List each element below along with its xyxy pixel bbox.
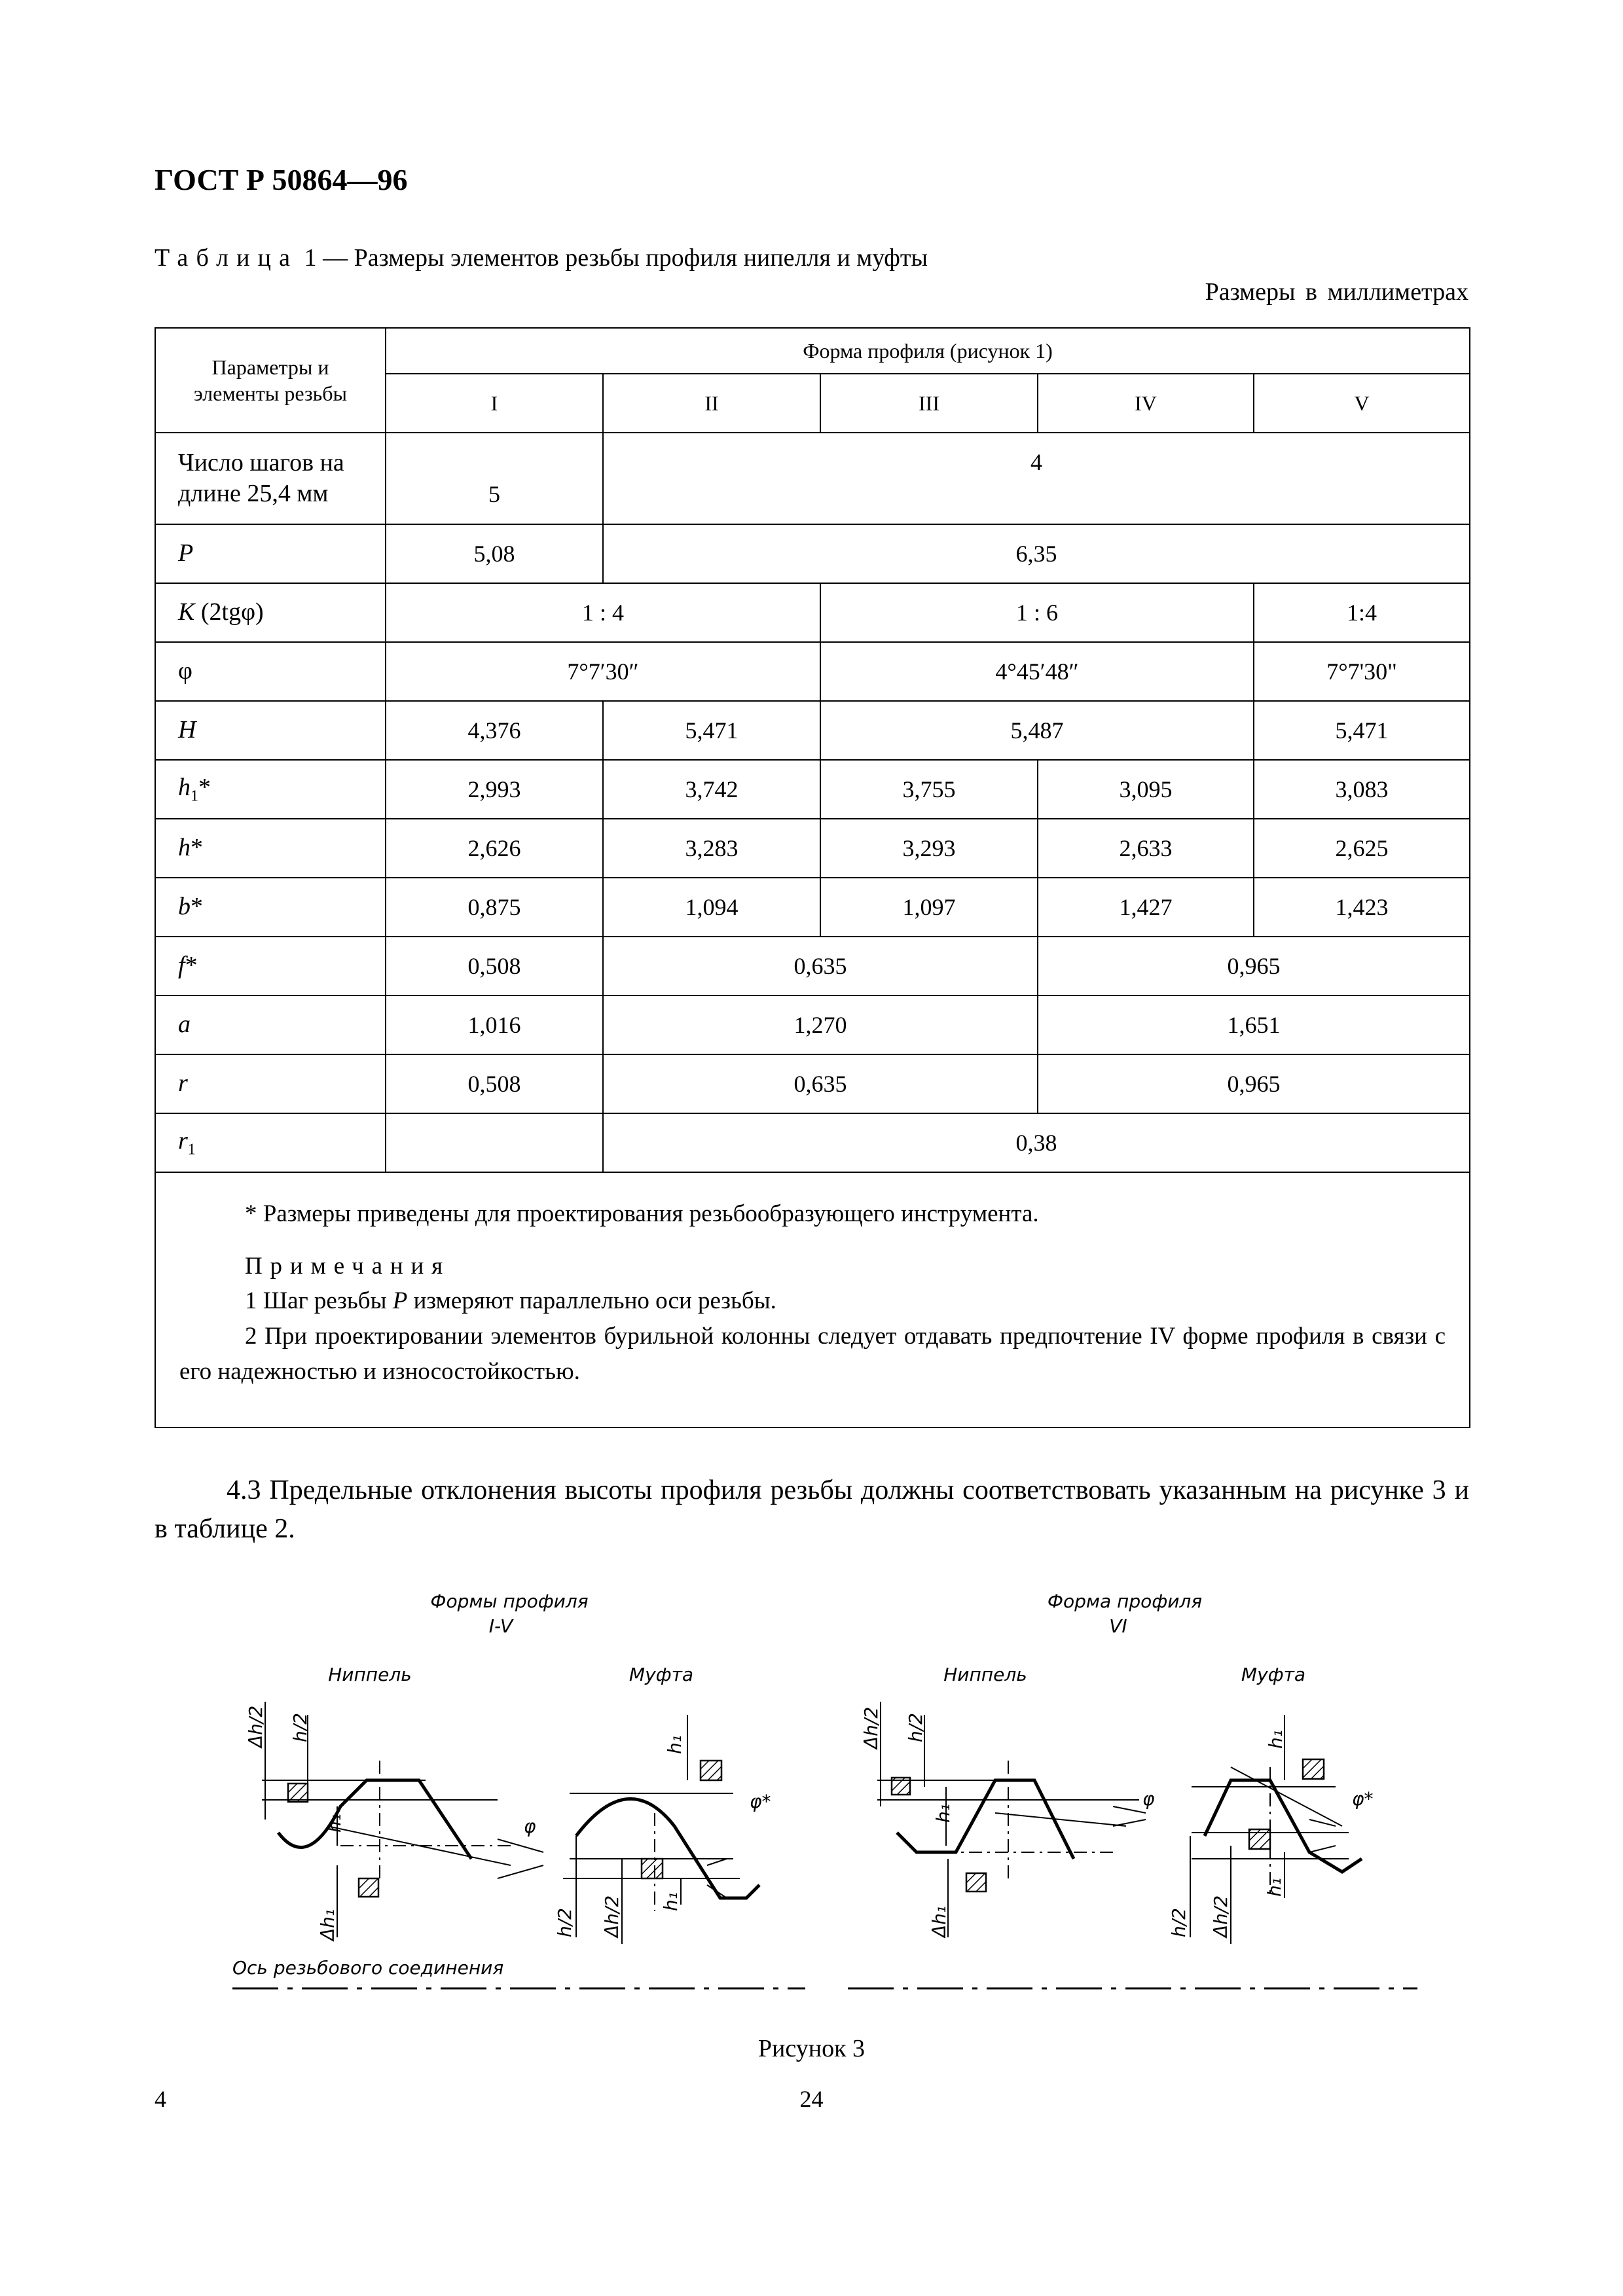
cell-value: 3,293 [820, 819, 1038, 878]
cell-value: 7°7′30″ [386, 642, 820, 701]
axis-label: Ось резьбового соединения [232, 1957, 504, 1979]
row-label-H: H [155, 701, 386, 760]
table-row [155, 760, 1470, 819]
cell-value: 1,270 [603, 996, 1038, 1054]
page-number-left: 4 [155, 2086, 166, 2112]
table-row [155, 1113, 1470, 1172]
phi-label: φ [524, 1816, 536, 1837]
table-row [155, 878, 1470, 937]
cell-value: 2,625 [1254, 819, 1470, 878]
header-parameters: Параметры и элементы резьбы [155, 328, 386, 433]
h1-label-right: h₁ [932, 1804, 954, 1823]
dh2-label-right: Δh/2 [860, 1706, 882, 1749]
h2-label-right: h/2 [905, 1713, 926, 1742]
table-caption-word: Таблица [155, 244, 299, 272]
cell-value: 5,471 [603, 701, 820, 760]
cell-value: 3,283 [603, 819, 820, 878]
header-form-5: V [1254, 374, 1470, 433]
document-id: ГОСТ Р 50864—96 [155, 163, 408, 196]
cell-value: 3,083 [1254, 760, 1470, 819]
cell-value: 5 [386, 433, 603, 524]
cell-value: 1 : 4 [386, 583, 820, 642]
right-nipple-label: Ниппель [943, 1664, 1027, 1685]
cell-value: 0,965 [1038, 1054, 1470, 1113]
table-notes [155, 1172, 1470, 1427]
page-number-center: 24 [799, 2086, 824, 2112]
h2-label-right-coupling: h/2 [1168, 1908, 1190, 1937]
table-row [155, 996, 1470, 1054]
cell-value: 2,626 [386, 819, 603, 878]
cell-value: 3,742 [603, 760, 820, 819]
cell-value: 4 [603, 433, 1470, 524]
note-1: 1 Шаг резьбы P измеряют параллельно оси резьбы. [245, 1287, 776, 1315]
phistar-label: φ* [750, 1791, 771, 1812]
dh2-label-coupling: Δh/2 [601, 1895, 623, 1937]
cell-value: 1,094 [603, 878, 820, 937]
table-row [155, 524, 1470, 583]
table-row [155, 937, 1470, 996]
h1-label-coupling-low: h₁ [660, 1892, 682, 1911]
cell-value: 7°7'30" [1254, 642, 1470, 701]
header-profile-form: Форма профиля (рисунок 1) [386, 328, 1470, 374]
row-label-h1: $h_1*$ [155, 760, 386, 819]
h1-label-right-coupling: h₁ [1265, 1730, 1286, 1749]
phi-label-right: φ [1142, 1788, 1155, 1810]
table-row [155, 819, 1470, 878]
cell-value: 0,508 [386, 937, 603, 996]
table-row [155, 433, 1470, 524]
row-label-f: f* [155, 937, 386, 996]
left-coupling-label: Муфта [629, 1664, 694, 1685]
dh1-label: Δh₁ [317, 1909, 338, 1941]
header-form-3: III [820, 374, 1038, 433]
cell-value [386, 1113, 603, 1172]
left-title-1: Формы профиля [430, 1590, 589, 1612]
dh1-label-right: Δh₁ [928, 1905, 950, 1937]
cell-value: 6,35 [603, 524, 1470, 583]
table-row [155, 583, 1470, 642]
cell-value: 4°45′48″ [820, 642, 1254, 701]
cell-value: 0,635 [603, 937, 1038, 996]
right-title-1: Форма профиля [1047, 1590, 1203, 1612]
row-label-steps: Число шагов на длине 25,4 мм [155, 433, 386, 524]
cell-value: 0,38 [603, 1113, 1470, 1172]
figure-3-drawing [0, 1571, 1623, 2016]
cell-value: 1,097 [820, 878, 1038, 937]
h2-label-coupling: h/2 [554, 1908, 575, 1937]
h1-label: h₁ [323, 1814, 345, 1833]
note-2: 2 При проектировании элементов бурильной колонны следует отдавать предпочтение IV форме профиля в связи с его надежностью и износостойкостью. [179, 1322, 1446, 1385]
table-caption [155, 243, 928, 272]
cell-value: 5,487 [820, 701, 1254, 760]
footnote: * Размеры приведены для проектирования резьбообразующего инструмента. [245, 1200, 1039, 1227]
table-units: Размеры в миллиметрах [1205, 278, 1468, 306]
row-label-r: r [155, 1054, 386, 1113]
cell-value: 4,376 [386, 701, 603, 760]
paragraph-4-3: 4.3 Предельные отклонения высоты профиля резьбы должны соответствовать указанным на рисунке 3 и в таблице 2. [155, 1475, 1469, 1544]
cell-value: 3,095 [1038, 760, 1254, 819]
header-form-2: II [603, 374, 820, 433]
cell-value: 1,016 [386, 996, 603, 1054]
row-label-P: P [155, 524, 386, 583]
h1-label-coupling: h₁ [664, 1735, 685, 1754]
header-form-1: I [386, 374, 603, 433]
table-caption-text: 1 — Размеры элементов резьбы профиля нипелля и муфты [298, 244, 928, 272]
right-title-2: VI [1109, 1615, 1127, 1637]
cell-value: 2,993 [386, 760, 603, 819]
header-form-4: IV [1038, 374, 1254, 433]
phistar-label-right: φ* [1352, 1788, 1374, 1810]
h2-label: h/2 [289, 1713, 311, 1742]
left-title-2: I-V [488, 1615, 513, 1637]
row-label-a: a [155, 996, 386, 1054]
row-label-r1: $r_1$ [155, 1113, 386, 1172]
cell-value: 1,651 [1038, 996, 1470, 1054]
table-row [155, 1054, 1470, 1113]
cell-value: 1:4 [1254, 583, 1470, 642]
figure-caption: Рисунок 3 [757, 2035, 866, 2062]
dimensions-table [155, 327, 1470, 1428]
cell-value: 0,635 [603, 1054, 1038, 1113]
row-label-h: h* [155, 819, 386, 878]
row-label-K: K (2tgφ) [155, 583, 386, 642]
right-coupling-label: Муфта [1241, 1664, 1306, 1685]
cell-value: 2,633 [1038, 819, 1254, 878]
cell-value: 1 : 6 [820, 583, 1254, 642]
cell-value: 5,471 [1254, 701, 1470, 760]
notes-heading: Примечания [245, 1252, 450, 1280]
cell-value: 1,423 [1254, 878, 1470, 937]
table-row [155, 642, 1470, 701]
dh2-label-right-coupling: Δh/2 [1210, 1895, 1231, 1937]
h1-label-right-coupling-low: h₁ [1264, 1878, 1285, 1897]
cell-value: 5,08 [386, 524, 603, 583]
cell-value: 0,508 [386, 1054, 603, 1113]
cell-value: 0,875 [386, 878, 603, 937]
table-row [155, 701, 1470, 760]
row-label-phi: φ [155, 642, 386, 701]
dh2-label: Δh/2 [245, 1705, 266, 1748]
cell-value: 3,755 [820, 760, 1038, 819]
row-label-b: b* [155, 878, 386, 937]
left-nipple-label: Ниппель [328, 1664, 412, 1685]
cell-value: 1,427 [1038, 878, 1254, 937]
cell-value: 0,965 [1038, 937, 1470, 996]
